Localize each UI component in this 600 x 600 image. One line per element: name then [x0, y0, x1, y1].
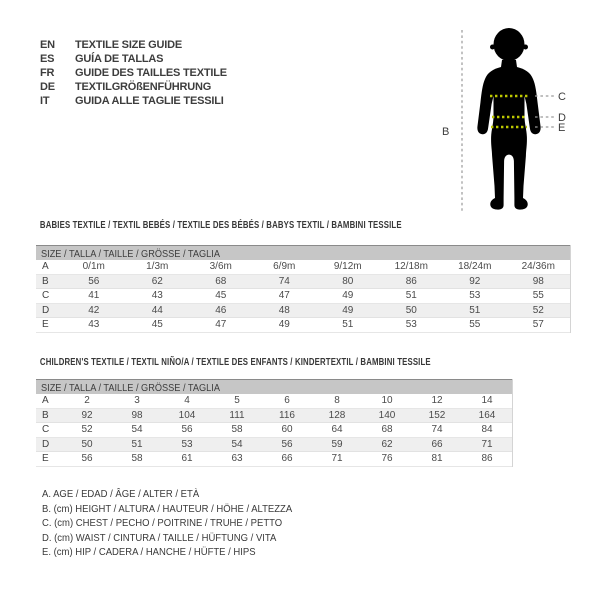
language-row [40, 80, 227, 94]
table-cell: 74 [278, 275, 290, 287]
table-cell: 47 [278, 290, 290, 301]
table-cell: 59 [331, 438, 343, 450]
table-cell: 71 [481, 438, 493, 450]
language-title: TEXTILE SIZE GUIDE [75, 39, 183, 51]
table-cell: 111 [229, 409, 245, 421]
language-title: GUIDA ALLE TAGLIE TESSILI [75, 95, 224, 107]
language-code: EN [40, 39, 55, 51]
table-cell: 66 [431, 438, 443, 450]
table-cell: 14 [481, 395, 493, 406]
table-cell: 50 [81, 438, 93, 450]
table-row [36, 394, 512, 409]
row-values [62, 260, 570, 274]
table-cell: 47 [215, 319, 227, 330]
table-cell: 76 [381, 453, 393, 464]
row-label: C [42, 290, 50, 301]
children-table-header [36, 379, 512, 394]
row-values [62, 289, 570, 303]
table-cell: 81 [431, 453, 443, 464]
children-table [36, 379, 513, 467]
table-cell: 46 [215, 304, 227, 316]
table-cell: 54 [231, 438, 243, 450]
table-cell: 12/18m [394, 261, 428, 272]
table-cell: 2 [84, 395, 90, 406]
table-cell: 53 [469, 290, 481, 301]
table-cell: 52 [81, 424, 93, 435]
table-cell: 68 [215, 275, 227, 287]
child-silhouette-icon [477, 28, 540, 210]
table-cell: 49 [342, 290, 354, 301]
language-code: FR [40, 67, 55, 79]
table-cell: 86 [481, 453, 493, 464]
table-cell: 66 [281, 453, 293, 464]
height-label: B [442, 126, 450, 138]
table-cell: 0/1m [82, 261, 105, 272]
table-cell: 55 [532, 290, 544, 301]
table-cell: 24/36m [521, 261, 555, 272]
table-cell: 74 [431, 424, 443, 435]
table-cell: 56 [88, 275, 100, 287]
chest-label: C [558, 91, 566, 103]
table-cell: 49 [342, 304, 354, 316]
row-label: B [42, 275, 49, 287]
language-code: IT [40, 95, 50, 107]
row-label: D [42, 438, 50, 450]
table-cell: 12 [431, 395, 443, 406]
legend-line: B. (cm) HEIGHT / ALTURA / HAUTEUR / HÖHE / ALTEZZA [42, 503, 293, 515]
table-row [36, 289, 570, 304]
table-cell: 92 [81, 409, 93, 421]
table-row [36, 304, 570, 319]
row-label: E [42, 453, 49, 464]
table-cell: 58 [231, 424, 243, 435]
table-cell: 10 [381, 395, 393, 406]
legend-line: C. (cm) CHEST / PECHO / POITRINE / TRUHE / PETTO [42, 518, 283, 529]
table-cell: 86 [405, 275, 417, 287]
table-cell: 58 [131, 453, 143, 464]
language-title-list [40, 38, 227, 108]
table-cell: 3 [134, 395, 140, 406]
table-cell: 44 [151, 304, 163, 316]
row-values [62, 275, 570, 289]
row-label: C [42, 424, 50, 435]
language-title: GUIDE DES TAILLES TEXTILE [75, 67, 227, 79]
table-cell: 62 [151, 275, 163, 287]
row-values [62, 423, 512, 437]
row-values [62, 409, 512, 423]
table-cell: 62 [381, 438, 393, 450]
table-cell: 6/9m [273, 261, 296, 272]
table-cell: 51 [342, 319, 354, 330]
table-cell: 61 [181, 453, 193, 464]
table-cell: 54 [131, 424, 143, 435]
table-cell: 52 [532, 304, 544, 316]
table-row [36, 275, 570, 290]
language-row [40, 38, 227, 52]
row-label: E [42, 319, 49, 330]
table-cell: 43 [88, 319, 100, 330]
table-cell: 4 [184, 395, 190, 406]
size-header-label: SIZE / TALLA / TAILLE / GRÖSSE / TAGLIA [41, 383, 220, 394]
table-cell: 5 [234, 395, 240, 406]
table-cell: 49 [278, 319, 290, 330]
language-row [40, 52, 227, 66]
table-cell: 98 [532, 275, 544, 287]
table-row [36, 318, 570, 333]
language-title: GUÍA DE TALLAS [75, 53, 164, 65]
children-section [36, 357, 513, 467]
table-cell: 71 [331, 453, 343, 464]
table-row [36, 438, 512, 453]
table-cell: 116 [279, 409, 295, 421]
table-cell: 92 [469, 275, 481, 287]
legend-line: D. (cm) WAIST / CINTURA / TAILLE / HÜFTUNG / VITA [42, 532, 277, 544]
table-row [36, 423, 512, 438]
language-code: ES [40, 53, 55, 65]
table-cell: 48 [278, 304, 290, 316]
row-label: A [42, 395, 49, 406]
table-cell: 45 [215, 290, 227, 301]
table-cell: 51 [131, 438, 143, 450]
table-cell: 64 [331, 424, 343, 435]
table-cell: 98 [131, 409, 143, 421]
language-row [40, 66, 227, 80]
table-cell: 104 [178, 409, 196, 421]
table-cell: 41 [88, 290, 100, 301]
table-cell: 53 [181, 438, 193, 450]
table-cell: 42 [88, 304, 100, 316]
legend-line: E. (cm) HIP / CADERA / HANCHE / HÜFTE / HIPS [42, 547, 256, 558]
table-cell: 56 [181, 424, 193, 435]
table-cell: 56 [281, 438, 293, 450]
table-cell: 55 [469, 319, 481, 330]
language-row [40, 94, 227, 108]
table-cell: 6 [284, 395, 290, 406]
table-cell: 3/6m [209, 261, 232, 272]
table-cell: 63 [231, 453, 243, 464]
table-cell: 68 [381, 424, 393, 435]
table-cell: 51 [405, 290, 417, 301]
language-code: DE [40, 81, 55, 93]
row-values [62, 394, 512, 408]
table-cell: 60 [281, 424, 293, 435]
babies-table [36, 245, 571, 333]
babies-table-title: BABIES TEXTILE / TEXTIL BEBÉS / TEXTILE DES BÉBÉS / BABYS TEXTIL / BAMBINI TESSILE [39, 220, 402, 231]
measurement-legend [42, 488, 305, 561]
row-label: A [42, 261, 49, 272]
babies-table-body [36, 260, 570, 333]
table-cell: 1/3m [146, 261, 169, 272]
table-cell: 9/12m [333, 261, 362, 272]
row-values [62, 304, 570, 318]
child-measurement-figure [430, 16, 600, 221]
row-values [62, 452, 512, 466]
table-cell: 53 [405, 319, 417, 330]
row-label: B [42, 409, 49, 421]
legend-line: A. AGE / EDAD / ÂGE / ALTER / ETÀ [42, 489, 200, 500]
table-row [36, 452, 512, 467]
waist-label: D [558, 112, 566, 124]
hip-label: E [558, 122, 566, 134]
table-cell: 128 [328, 409, 346, 421]
table-cell: 57 [532, 319, 544, 330]
table-cell: 84 [481, 424, 493, 435]
child-figure-svg [430, 16, 600, 221]
children-table-body [36, 394, 512, 467]
babies-section [36, 220, 571, 333]
size-header-label: SIZE / TALLA / TAILLE / GRÖSSE / TAGLIA [41, 249, 220, 260]
table-row [36, 260, 570, 275]
table-cell: 50 [405, 304, 417, 316]
table-cell: 43 [151, 290, 163, 301]
children-table-title: CHILDREN'S TEXTILE / TEXTIL NIÑO/A / TEXTILE DES ENFANTS / KINDERTEXTIL / BAMBINI TESSILE [39, 357, 431, 368]
babies-table-header [36, 245, 570, 260]
table-cell: 8 [334, 395, 340, 406]
table-cell: 56 [81, 453, 93, 464]
table-cell: 152 [428, 409, 446, 421]
row-values [62, 318, 570, 332]
row-values [62, 438, 512, 452]
table-cell: 80 [342, 275, 354, 287]
table-cell: 51 [469, 304, 481, 316]
language-title: TEXTILGRÖßENFÜHRUNG [75, 81, 212, 93]
table-cell: 18/24m [458, 261, 492, 272]
table-cell: 45 [151, 319, 163, 330]
table-cell: 164 [478, 409, 496, 421]
row-label: D [42, 304, 50, 316]
table-row [36, 409, 512, 424]
table-cell: 140 [378, 409, 396, 421]
